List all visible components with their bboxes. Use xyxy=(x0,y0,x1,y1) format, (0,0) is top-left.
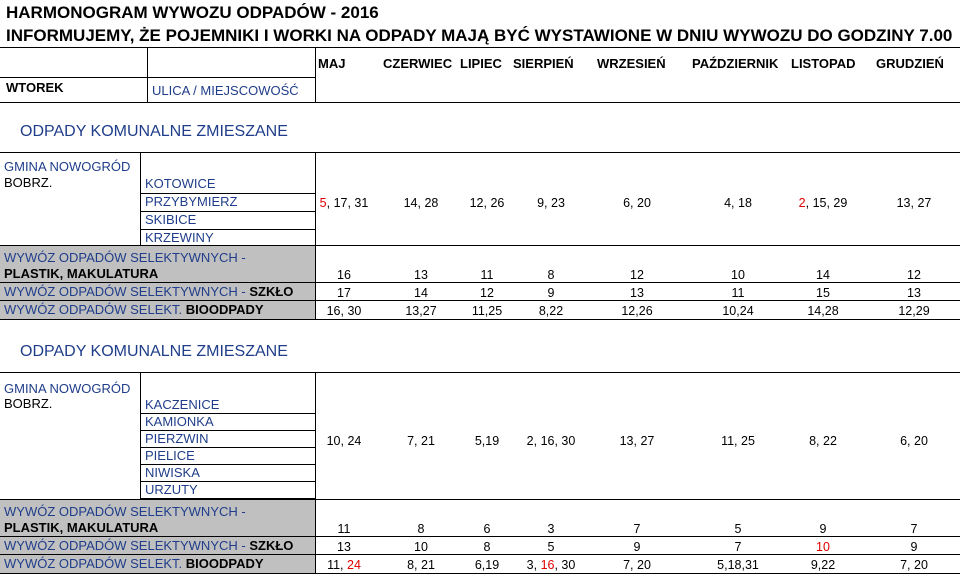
section1-glass-cell: 13 xyxy=(630,286,644,300)
section1-mixed-cell-text: , 17, 31 xyxy=(326,196,369,210)
section1-mixed-cell xyxy=(859,196,960,210)
section1-glass-cell: 15 xyxy=(816,286,830,300)
section1-bio-cell: 16, 30 xyxy=(326,304,362,318)
place-name: PRZYBYMIERZ xyxy=(145,194,238,209)
section1-plastic-cell: 10 xyxy=(731,268,745,282)
section2-mixed-cell: 8, 22 xyxy=(809,434,837,448)
street-label: ULICA / MIEJSCOWOŚĆ xyxy=(152,83,299,98)
section1-plastic-cell: 12 xyxy=(630,268,644,282)
section2-mixed-cell: 2, 16, 30 xyxy=(526,434,576,448)
place-name: KAMIONKA xyxy=(145,414,214,429)
section1-bio-cell: 12,29 xyxy=(898,304,930,318)
section2-glass-cell xyxy=(859,540,960,554)
section1-plastic-cell: 12 xyxy=(907,268,921,282)
section1-gmina-line1: GMINA NOWOGRÓD xyxy=(4,159,131,174)
place-name: URZUTY xyxy=(145,482,198,497)
section1-glass-cell: 11 xyxy=(731,286,745,300)
section2-plastic-label2: PLASTIK, MAKULATURA xyxy=(4,520,159,535)
section2-bio-cell xyxy=(859,558,960,572)
section2-mixed-cell: 11, 25 xyxy=(721,434,755,448)
section1-plastic-cell: 16 xyxy=(337,268,351,282)
section2-bio-cell-text: 9,22 xyxy=(810,558,836,572)
section2-bio-cell xyxy=(582,558,692,572)
section1-glass-label-a: WYWÓZ ODPADÓW SELEKTYWNYCH - xyxy=(4,284,250,299)
section2-plastic-cell: 8 xyxy=(417,522,425,536)
place-name: KRZEWINY xyxy=(145,230,214,245)
section1-mixed-cell-text: 6, 20 xyxy=(623,196,651,210)
section2-glass-label xyxy=(4,539,293,552)
section1-mixed-cell-text: , 15, 29 xyxy=(805,196,848,210)
section2-mixed-cell: 10, 24 xyxy=(326,434,362,448)
section1-mixed-cell-text: 13, 27 xyxy=(896,196,932,210)
month-header: CZERWIEC xyxy=(383,56,453,71)
section2-plastic-cell: 6 xyxy=(483,522,491,536)
section1-mixed-cell-text: 14, 28 xyxy=(403,196,439,210)
place-name: PIELICE xyxy=(145,448,195,463)
place-name: PIERZWIN xyxy=(145,431,209,446)
section1-glass-label-b: SZKŁO xyxy=(249,284,294,299)
section2-bio-cell-text: , 30 xyxy=(554,558,576,572)
month-header: LISTOPAD xyxy=(791,56,856,71)
section2-plastic-label1: WYWÓZ ODPADÓW SELEKTYWNYCH - xyxy=(4,504,246,519)
section1-plastic-cell: 13 xyxy=(414,268,428,282)
section2-glass-cell-highlight: 10 xyxy=(816,540,830,554)
section1-glass-cell: 17 xyxy=(337,286,351,300)
section1-plastic-label2: PLASTIK, MAKULATURA xyxy=(4,266,159,281)
section2-bio-cell-text: 6,19 xyxy=(474,558,500,572)
section1-mixed-cell-text: 4, 18 xyxy=(724,196,752,210)
page-title: HARMONOGRAM WYWOZU ODPADÓW - 2016 xyxy=(6,3,379,22)
section2-glass-cell-text: 8 xyxy=(483,540,491,554)
section2-plastic-cell: 7 xyxy=(910,522,918,536)
section1-bio-cell: 8,22 xyxy=(538,304,564,318)
section1-gmina-line2: BOBRZ. xyxy=(4,175,53,190)
section2-glass-cell-text: 10 xyxy=(414,540,428,554)
section2-heading: ODPADY KOMUNALNE ZMIESZANE xyxy=(20,343,288,360)
section1-plastic-cell: 8 xyxy=(547,268,555,282)
section1-bio-cell: 10,24 xyxy=(722,304,754,318)
section1-heading: ODPADY KOMUNALNE ZMIESZANE xyxy=(20,123,288,140)
section2-glass-cell-text: 9 xyxy=(910,540,918,554)
month-header: SIERPIEŃ xyxy=(513,56,574,71)
section2-bio-cell-text: 7, 20 xyxy=(623,558,651,572)
section2-plastic-cell: 11 xyxy=(337,522,351,536)
month-header: GRUDZIEŃ xyxy=(876,56,944,71)
section1-bio-label xyxy=(4,303,264,316)
section1-glass-cell: 9 xyxy=(547,286,555,300)
section2-bio-cell-text: 5,18,31 xyxy=(717,558,759,572)
section2-mixed-cell: 5,19 xyxy=(474,434,500,448)
section1-mixed-cell xyxy=(582,196,692,210)
section2-plastic-cell: 5 xyxy=(734,522,742,536)
section2-glass-cell-text: 9 xyxy=(633,540,641,554)
section1-mixed-cell-text: 12, 26 xyxy=(469,196,505,210)
section2-glass-label-a: WYWÓZ ODPADÓW SELEKTYWNYCH - xyxy=(4,538,250,553)
section2-mixed-cell: 13, 27 xyxy=(619,434,655,448)
month-header: PAŹDZIERNIK xyxy=(692,56,779,71)
section2-bio-cell-text: 3, xyxy=(526,558,541,572)
section1-glass-cell: 12 xyxy=(480,286,494,300)
section2-bio-cell-text: 7, 20 xyxy=(900,558,928,572)
section1-bio-cell: 11,25 xyxy=(471,304,503,318)
section1-glass-cell: 14 xyxy=(414,286,428,300)
section2-gmina-line1: GMINA NOWOGRÓD xyxy=(4,381,131,396)
place-name: KACZENICE xyxy=(145,397,220,412)
place-name: NIWISKA xyxy=(145,465,200,480)
month-header: WRZESIEŃ xyxy=(597,56,666,71)
place-name: SKIBICE xyxy=(145,212,197,227)
section2-bio-cell-text: 11, xyxy=(327,558,347,572)
section2-bio-cell-highlight: 24 xyxy=(347,558,361,572)
section1-plastic-label1: WYWÓZ ODPADÓW SELEKTYWNYCH - xyxy=(4,250,246,265)
section2-bio-cell-text: 8, 21 xyxy=(407,558,435,572)
page-subtitle: INFORMUJEMY, ŻE POJEMNIKI I WORKI NA ODPADY MAJĄ BYĆ WYSTAWIONE W DNIU WYWOZU DO GODZINY 7.00 xyxy=(6,26,953,45)
section2-gmina-line2: BOBRZ. xyxy=(4,396,53,411)
place-name: KOTOWICE xyxy=(145,176,216,191)
section1-glass-label xyxy=(4,285,293,298)
section1-mixed-cell-highlight: 2 xyxy=(798,196,806,210)
section1-glass-cell: 13 xyxy=(907,286,921,300)
section1-plastic-cell: 11 xyxy=(480,268,494,282)
section2-glass-cell-text: 13 xyxy=(337,540,351,554)
section1-plastic-cell: 14 xyxy=(816,268,830,282)
section2-bio-label xyxy=(4,557,264,570)
section2-bio-label-a: WYWÓZ ODPADÓW SELEKT. xyxy=(4,556,186,571)
section2-bio-label-b: BIOODPADY xyxy=(185,556,264,571)
section2-glass-label-b: SZKŁO xyxy=(249,538,294,553)
month-header: MAJ xyxy=(318,56,346,71)
section2-plastic-cell: 9 xyxy=(819,522,827,536)
section1-bio-cell: 12,26 xyxy=(621,304,653,318)
section1-bio-label-b: BIOODPADY xyxy=(185,302,264,317)
section1-mixed-cell-highlight: 5 xyxy=(319,196,327,210)
month-header: LIPIEC xyxy=(460,56,502,71)
section2-plastic-cell: 7 xyxy=(633,522,641,536)
section1-bio-label-a: WYWÓZ ODPADÓW SELEKT. xyxy=(4,302,186,317)
day-label: WTOREK xyxy=(6,80,64,95)
section2-glass-cell xyxy=(582,540,692,554)
section2-plastic-cell: 3 xyxy=(547,522,555,536)
section1-mixed-cell-text: 9, 23 xyxy=(537,196,565,210)
section2-mixed-cell: 7, 21 xyxy=(407,434,435,448)
section1-bio-cell: 14,28 xyxy=(807,304,839,318)
section1-bio-cell: 13,27 xyxy=(405,304,437,318)
section2-glass-cell-text: 7 xyxy=(734,540,742,554)
section2-bio-cell-highlight: 16 xyxy=(540,558,555,572)
section2-mixed-cell: 6, 20 xyxy=(900,434,928,448)
section2-glass-cell-text: 5 xyxy=(547,540,555,554)
